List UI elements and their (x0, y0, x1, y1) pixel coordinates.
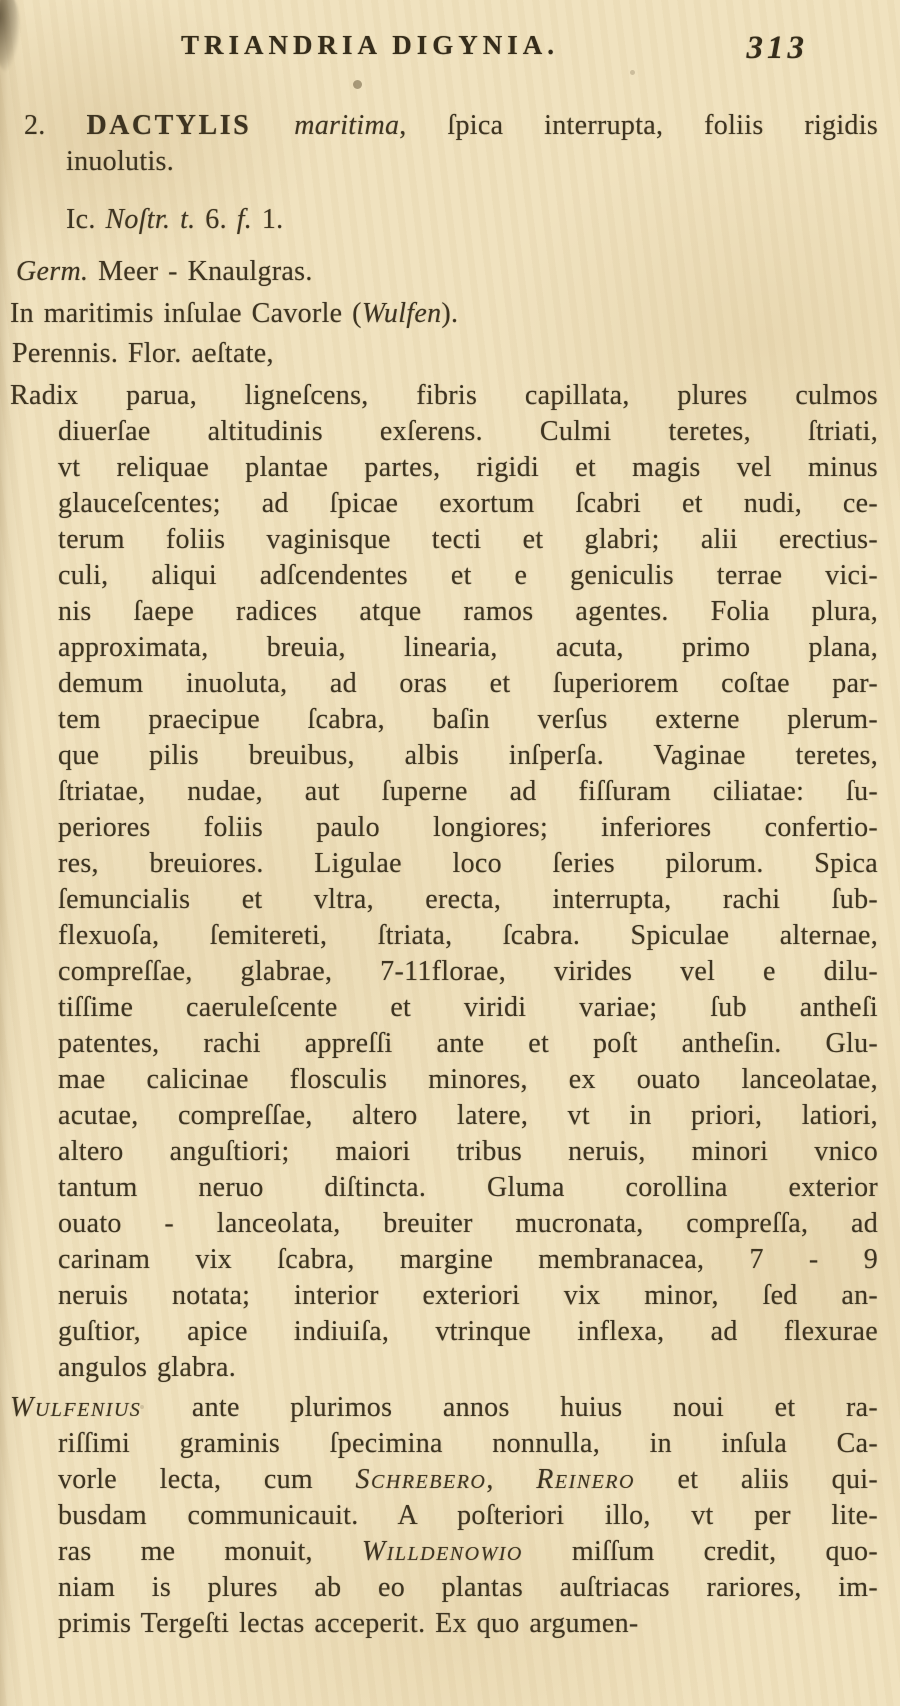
text-line (10, 108, 880, 144)
text-line (10, 666, 880, 702)
text-line (10, 450, 880, 486)
text-line (10, 1606, 880, 1642)
text-line (10, 594, 880, 630)
text-run: tantum neruo diſtincta. Gluma corollina exterior (58, 1172, 878, 1203)
text-line (10, 486, 880, 522)
text-line (10, 810, 880, 846)
text-run: res, breuiores. Ligulae loco ſeries pilorum. Spica (58, 848, 878, 879)
text-run: Reinero (536, 1464, 635, 1495)
text-run: culi, aliqui adſcendentes et e geniculis terrae vici- (58, 560, 878, 591)
text-line (10, 1278, 880, 1314)
text-line (10, 1426, 880, 1462)
text-run: , ſpica interrupta, foliis rigidis (399, 110, 879, 141)
text-run: ouato - lanceolata, breuiter mucronata, compreſſa, ad (58, 1208, 878, 1239)
text-run: ſemuncialis et vltra, erecta, interrupta, rachi ſub- (58, 884, 878, 915)
text-run: approximata, breuia, linearia, acuta, primo plana, (58, 632, 878, 663)
text-run: maritima (294, 110, 400, 141)
habitat (10, 296, 880, 332)
text-line (10, 1170, 880, 1206)
text-line (10, 1350, 880, 1386)
text-run: DACTYLIS (86, 110, 295, 141)
text-run: guſtior, apice indiuiſa, vtrinque inflexa, ad flexurae (58, 1316, 878, 1347)
text-run: t. (180, 204, 196, 235)
text-run: et aliis qui- (634, 1464, 878, 1495)
text-run: neruis notata; interior exteriori vix minor, ſed an- (58, 1280, 878, 1311)
text-run: nis ſaepe radices atque ramos agentes. Folia plura, (58, 596, 878, 627)
text-run: Ic. (66, 204, 106, 235)
text-line (10, 1314, 880, 1350)
text-run: primis Tergeſti lectas acceperit. Ex quo argumen- (58, 1608, 639, 1639)
text-run: Willdenowio (361, 1536, 523, 1567)
text-run: Perennis. Flor. aeſtate, (12, 338, 274, 369)
text-run: inuolutis. (66, 146, 175, 177)
history-paragraph (10, 1390, 880, 1642)
text-run: terum foliis vaginisque tecti et glabri; alii erectius- (58, 524, 878, 555)
text-run: Wulfenius (10, 1392, 142, 1423)
description-paragraph (10, 378, 880, 1386)
text-run: glauceſcentes; ad ſpicae exortum ſcabri et nudi, ce- (58, 488, 878, 519)
text-line (10, 296, 880, 332)
text-run: vt reliquae plantae partes, rigidi et magis vel minus (58, 452, 878, 483)
text-run: que pilis breuibus, albis inſperſa. Vaginae teretes, (58, 740, 878, 771)
text-run: flexuoſa, ſemitereti, ſtriata, ſcabra. Spiculae alternae, (58, 920, 878, 951)
text-run: carinam vix ſcabra, margine membranacea, 7 - 9 (58, 1244, 878, 1275)
text-run: vorle lecta, cum (58, 1464, 356, 1495)
text-run: ante plurimos annos huius noui et ra- (141, 1392, 878, 1423)
text-line (10, 738, 880, 774)
text-run: 1. (252, 204, 284, 235)
page-text (10, 108, 880, 1642)
text-run: Schrebero (355, 1464, 487, 1495)
text-run (170, 204, 180, 235)
text-line (10, 954, 880, 990)
text-run: demum inuoluta, ad oras et ſuperiorem coſtae par- (58, 668, 878, 699)
text-line (10, 378, 880, 414)
text-line (10, 144, 880, 180)
text-line (10, 1534, 880, 1570)
text-run: In maritimis inſulae Cavorle ( (10, 298, 362, 329)
running-head (10, 30, 880, 74)
text-run: ). (441, 298, 459, 329)
species-heading (10, 108, 880, 180)
text-run: tem praecipue ſcabra, baſin verſus externe plerum- (58, 704, 878, 735)
text-run: compreſſae, glabrae, 7-11florae, virides vel e dilu- (58, 956, 878, 987)
text-run: Wulfen (361, 298, 442, 329)
text-line (10, 702, 880, 738)
text-line (10, 254, 880, 290)
text-line (10, 1134, 880, 1170)
text-line (10, 774, 880, 810)
text-run: acutae, compreſſae, altero latere, vt in priori, latiori, (58, 1100, 878, 1131)
text-run: angulos glabra. (58, 1352, 237, 1383)
text-line (10, 1026, 880, 1062)
text-line (10, 1206, 880, 1242)
text-run: ſtriatae, nudae, aut ſuperne ad fiſſuram ciliatae: ſu- (58, 776, 878, 807)
text-line (10, 336, 880, 372)
text-line (10, 558, 880, 594)
text-line (10, 1570, 880, 1606)
text-run: mae calicinae flosculis minores, ex ouato lanceolatae, (58, 1064, 878, 1095)
text-line (10, 414, 880, 450)
text-run: niam is plures ab eo plantas auſtriacas rariores, im- (58, 1572, 878, 1603)
text-run: periores foliis paulo longiores; inferiores confertio- (58, 812, 878, 843)
text-line (10, 1098, 880, 1134)
text-run: ras me monuit, (58, 1536, 362, 1567)
text-run: tiſſime caeruleſcente et viridi variae; ſub antheſi (58, 992, 878, 1023)
text-line (10, 1462, 880, 1498)
text-line (10, 202, 880, 238)
text-run: busdam communicauit. A poſteriori illo, vt per lite- (58, 1500, 878, 1531)
running-head-title: TRIANDRIA DIGYNIA. (180, 30, 560, 60)
text-line (10, 918, 880, 954)
text-run: Meer - Knaulgras. (88, 256, 313, 287)
text-run: diuerſae altitudinis exſerens. Culmi teretes, ſtriati, (58, 416, 878, 447)
text-line (10, 846, 880, 882)
text-run: riſſimi graminis ſpecimina nonnulla, in inſula Ca- (58, 1428, 878, 1459)
text-line (10, 1242, 880, 1278)
text-run: patentes, rachi appreſſi ante et poſt antheſin. Glu- (58, 1028, 878, 1059)
text-run: altero anguſtiori; maiori tribus neruis, minori vnico (58, 1136, 878, 1167)
text-run: 2. (24, 110, 87, 141)
text-run: miſſum credit, quo- (522, 1536, 878, 1567)
icon-reference (10, 202, 880, 238)
text-line (10, 1498, 880, 1534)
text-line (10, 630, 880, 666)
text-run: Noſtr. (105, 204, 171, 235)
german-name (10, 254, 880, 290)
page-number: 313 (746, 30, 808, 66)
text-run: Radix parua, ligneſcens, fibris capillata, plures culmos (10, 380, 878, 411)
duration-flowering (10, 336, 880, 372)
text-line (10, 882, 880, 918)
text-line (10, 522, 880, 558)
text-run: Germ. (16, 256, 89, 287)
text-run: , (486, 1464, 537, 1495)
text-line (10, 1390, 880, 1426)
text-run: f. (236, 204, 253, 235)
text-line (10, 990, 880, 1026)
text-run: 6. (195, 204, 237, 235)
text-line (10, 1062, 880, 1098)
